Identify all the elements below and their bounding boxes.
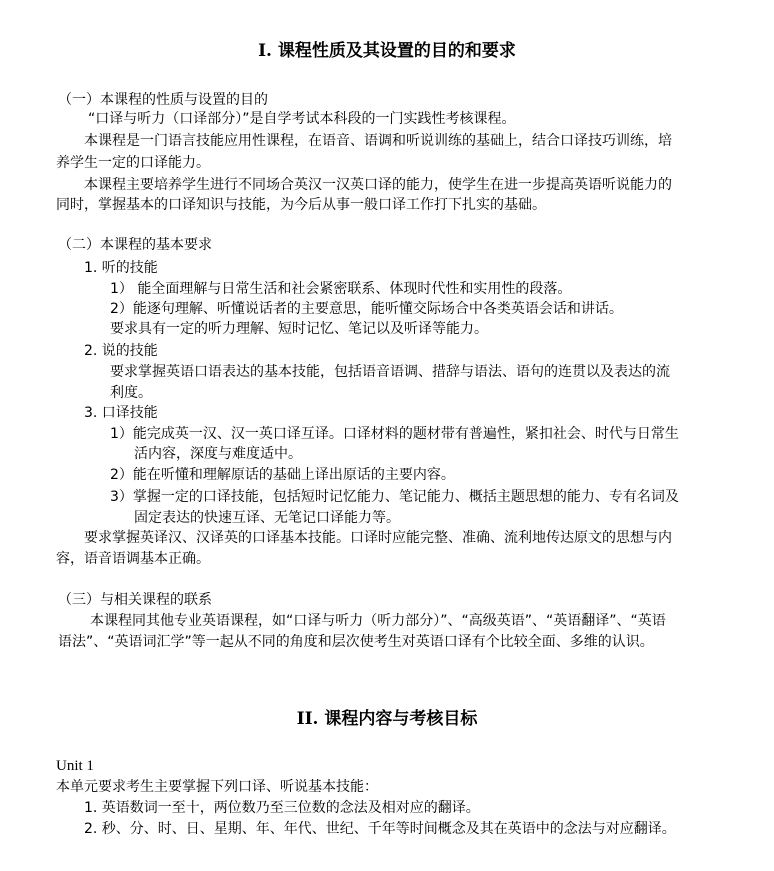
list-item: 1. 英语数词一至十，两位数乃至三位数的念法及相对应的翻译。	[84, 800, 480, 816]
paragraph: 语法”、“英语词汇学”等一起从不同的角度和层次使考生对英语口译有个比较全面、多维的认识。	[58, 634, 654, 650]
list-item: 3）掌握一定的口译技能，包括短时记忆能力、笔记能力、概括主题思想的能力、专有名词及	[110, 489, 679, 505]
list-item: 要求掌握英语口语表达的基本技能，包括语音语调、措辞与语法、语句的连贯以及表达的流	[110, 364, 670, 380]
paragraph: 本课程同其他专业英语课程，如“口译与听力（听力部分）”、“高级英语”、“英语翻译”、“英语	[90, 613, 666, 629]
list-item: 2. 秒、分、时、日、星期、年、年代、世纪、千年等时间概念及其在英语中的念法与对应翻译。	[84, 821, 676, 837]
list-item: 2）能逐句理解、听懂说话者的主要意思，能听懂交际场合中各类英语会话和讲话。	[110, 301, 623, 317]
unit-label: Unit 1	[56, 758, 94, 774]
list-item: 活内容，深度与难度适中。	[134, 446, 302, 462]
section-title: I. 课程性质及其设置的目的和要求	[258, 41, 516, 61]
list-item: 利度。	[110, 385, 152, 401]
heading-related-courses: （三）与相关课程的联系	[58, 592, 212, 608]
heading-nature-purpose: （一）本课程的性质与设置的目的	[58, 92, 268, 108]
list-item: 要求具有一定的听力理解、短时记忆、笔记以及听译等能力。	[110, 321, 488, 337]
paragraph: 本单元要求考生主要掌握下列口译、听说基本技能：	[56, 779, 378, 795]
list-item: 3. 口译技能	[84, 405, 158, 421]
paragraph: 容，语音语调基本正确。	[56, 551, 210, 567]
paragraph: “口译与听力（口译部分）”是自学考试本科段的一门实践性考核课程。	[88, 111, 516, 127]
paragraph: 养学生一定的口译能力。	[56, 155, 210, 171]
section-title: II. 课程内容与考核目标	[296, 709, 478, 729]
paragraph: 要求掌握英译汉、汉译英的口译基本技能。口译时应能完整、准确、流利地传达原文的思想与内	[84, 530, 672, 546]
list-item: 1）能完成英一汉、汉一英口译互译。口译材料的题材带有普遍性，紧扣社会、时代与日常生	[110, 426, 679, 442]
paragraph: 本课程主要培养学生进行不同场合英汉一汉英口译的能力，使学生在进一步提高英语听说能力的	[84, 177, 672, 193]
list-item: 1. 听的技能	[84, 260, 158, 276]
paragraph: 同时，掌握基本的口译知识与技能，为今后从事一般口译工作打下扎实的基础。	[56, 197, 546, 213]
heading-basic-requirements: （二）本课程的基本要求	[58, 237, 212, 253]
paragraph: 本课程是一门语言技能应用性课程，在语音、语调和听说训练的基础上，结合口译技巧训练，培	[84, 133, 672, 149]
list-item: 2. 说的技能	[84, 343, 158, 359]
list-item: 固定表达的快速互译、无笔记口译能力等。	[134, 510, 400, 526]
list-item: 1） 能全面理解与日常生活和社会紧密联系、体现时代性和实用性的段落。	[110, 281, 572, 297]
list-item: 2）能在听懂和理解原话的基础上译出原话的主要内容。	[110, 467, 455, 483]
